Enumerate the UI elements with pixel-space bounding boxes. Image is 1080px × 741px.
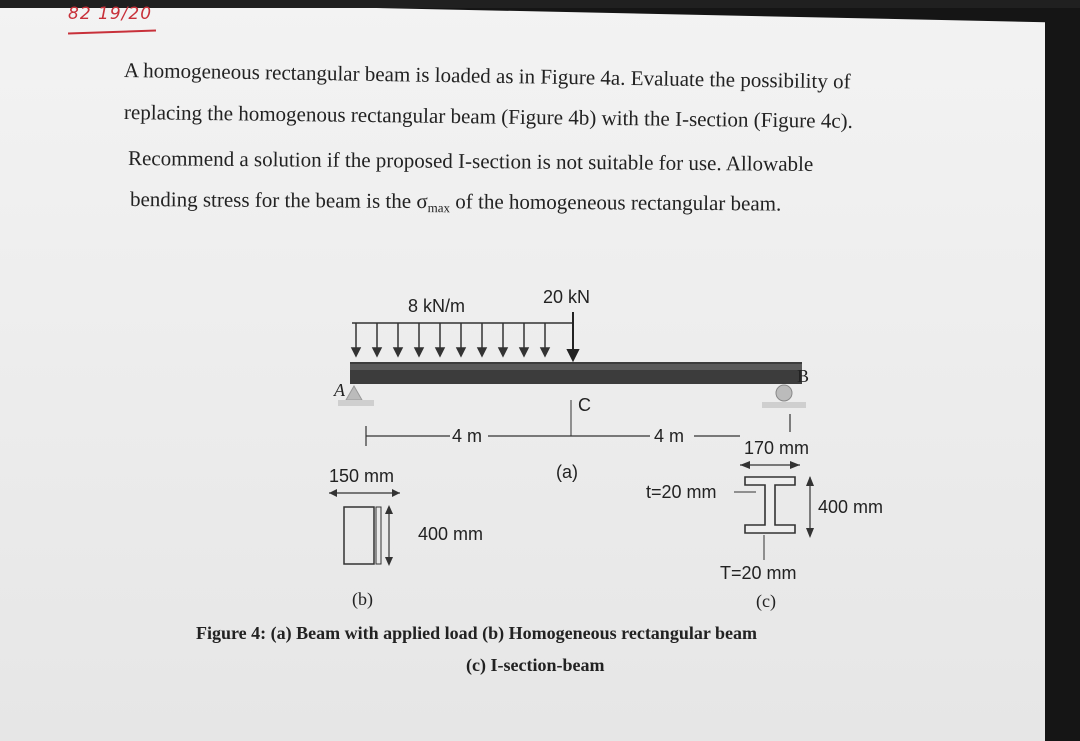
figure-a-label: (a) — [556, 462, 578, 482]
web-thickness-label: t=20 mm — [646, 482, 717, 502]
support-a-label: A — [334, 380, 345, 400]
point-c-label: C — [578, 395, 591, 415]
flange-thickness-label: T=20 mm — [720, 563, 797, 583]
beam-highlight — [350, 364, 802, 370]
caption-line-1: Figure 4: (a) Beam with applied load (b) Homogeneous rectangular beam — [196, 623, 757, 643]
support-b — [762, 385, 806, 408]
question-line-1: A homogeneous rectangular beam is loaded as in Figure 4a. Evaluate the possibility of — [123, 58, 851, 94]
distributed-load-label: 8 kN/m — [408, 296, 466, 316]
question-line-3: Recommend a solution if the proposed I-section is not suitable for use. Allowable — [127, 146, 814, 176]
point-load-arrow — [568, 312, 578, 360]
line4-post: of the homogeneous rectangular beam. — [449, 189, 782, 216]
rect-width-label: 150 mm — [329, 466, 395, 486]
caption-line-2: (c) I-section-beam — [466, 655, 605, 675]
rect-height-label: 400 mm — [418, 524, 484, 544]
i-height-label: 400 mm — [818, 497, 884, 517]
left-span-label: 4 m — [452, 426, 483, 446]
point-load-label: 20 kN — [543, 287, 591, 307]
distributed-load-arrows — [352, 323, 573, 356]
span-dimension-line — [366, 414, 790, 446]
right-span-label: 4 m — [654, 426, 685, 446]
figure-c-label: (c) — [756, 591, 776, 611]
sigma-subscript: max — [427, 200, 451, 216]
i-section — [734, 461, 814, 560]
sigma-symbol: σ — [416, 188, 428, 214]
rectangular-section — [329, 489, 400, 566]
handwritten-note: 82 19/20 — [68, 4, 153, 24]
line4-pre: bending stress for the beam is the — [129, 187, 417, 213]
question-line-2: replacing the homogenous rectangular beam (Figure 4b) with the I-section (Figure 4c). — [123, 100, 854, 133]
figure-b-label: (b) — [352, 589, 373, 609]
flange-width-label: 170 mm — [744, 438, 810, 458]
support-b-label: B — [797, 366, 810, 386]
